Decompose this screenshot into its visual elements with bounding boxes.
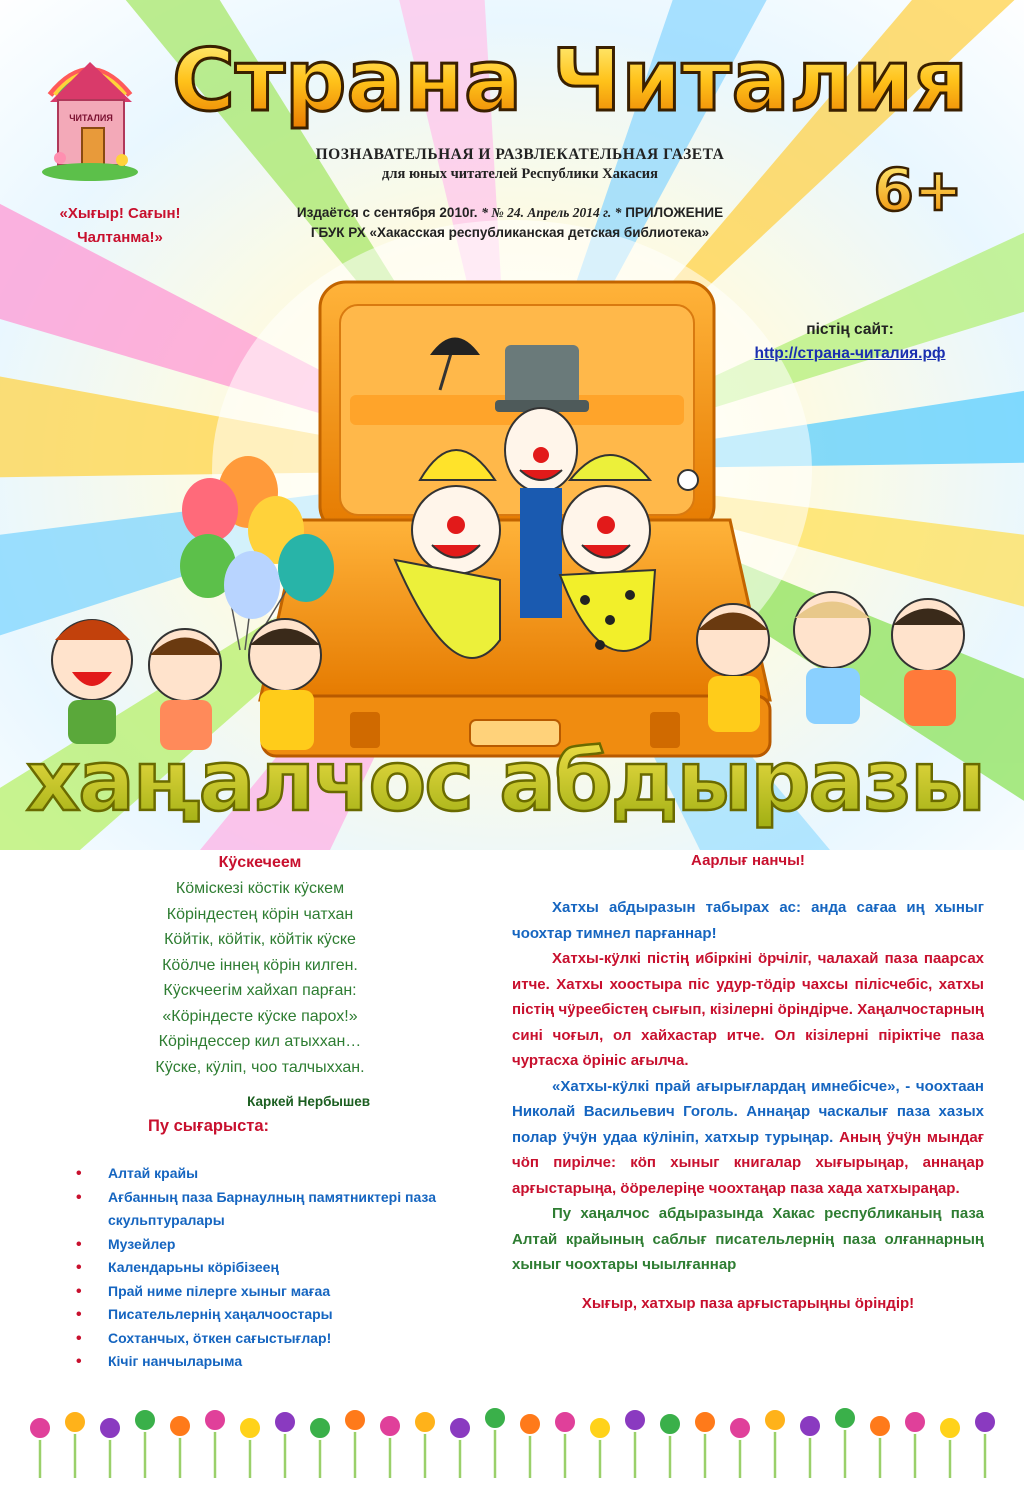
- article-paragraph-2: Хатхы-кӱлкі пістің ибіркіні ӧрчіліг, чалахай паза паарсах итче. Хатхы хоостыра піс удур-тӧдір чахсы пілісчебіс, хатхы пістің чӱреебістең сығып, кізілерні ӧріндірче. Хаңалчостарның сині чоғыл, ол хайхастар итче. Ол кізілерні піріктіче паза чуртасха ӧрініс ағылча.: [512, 950, 984, 1069]
- issue-prefix: Издаётся с сентября 2010г.: [296, 205, 478, 220]
- subtitle-line-2: для юных читателей Республики Хакасия: [382, 166, 658, 182]
- site-label: пістің сайт:: [806, 321, 894, 338]
- contents-item: • Ағбанның паза Барнаулның памятниктері паза скульптуралары: [76, 1186, 438, 1233]
- poem-line: Кӱскчеегім хайхап парған:: [163, 982, 357, 999]
- masthead-subtitle: [240, 146, 800, 183]
- logo-sign: ЧИТАЛИЯ: [69, 113, 113, 123]
- site-link[interactable]: http://страна-читалия.рф: [754, 345, 946, 362]
- contents-list: [76, 1162, 500, 1374]
- poem: [40, 876, 480, 1080]
- poem-line: Кӧӧлче іннең кӧрін килген.: [162, 956, 358, 974]
- article-paragraph-3b: Аның ӱчӱн мындағ чӧп пирілче: кӧп хыныг книгалар хығырыңар, аннаңар арғыстарыңа, ӧӧрелеріңе чоохтаңар паза хада хатхыраңар.: [512, 1128, 984, 1197]
- subtitle-line-1: ПОЗНАВАТЕЛЬНАЯ И РАЗВЛЕКАТЕЛЬНАЯ ГАЗЕТА: [315, 146, 725, 163]
- website-block: [720, 318, 980, 366]
- article-paragraph-3a: «Хатхы-кӱлкі прай ағырығлардаң имнебісче», - чоохтаан Николай Васильевич Гоголь. Аннаңар часкалығ паза хазых полар ӱчӱн удаа кӱлініп, хатхыр турыңар.: [512, 1077, 984, 1146]
- poem-line: Кӱске, кӱліп, чоо талчыххан.: [155, 1058, 365, 1076]
- poem-title: Кӱскечеем: [218, 854, 302, 871]
- closing-line: Хығыр, хатхыр паза арғыстарыңны ӧріндір!: [581, 1294, 915, 1312]
- contents-item: • Календарьны кӧрібізеең: [76, 1256, 438, 1280]
- article-paragraph-3: [512, 1074, 984, 1202]
- contents-item: • Музейлер: [76, 1233, 438, 1257]
- poem-line: «Кӧріндесте кӱске парох!»: [162, 1007, 358, 1025]
- issue-number: * № 24. Апрель 2014 г. *: [481, 205, 622, 220]
- contents-item: • Кічіг нанчыларыма: [76, 1350, 438, 1374]
- contents-item: • Сохтанчых, ӧткен сағыстығлар!: [76, 1327, 438, 1351]
- motto-line-2: Чалтанма!»: [77, 229, 163, 246]
- article-paragraph-1: Хатхы абдыразын табырах ас: анда сағаа иң хыныг чоохтар тимнел парғаннар!: [512, 899, 984, 942]
- contents-item: • Прай ниме пілерге хыныг мағаа: [76, 1280, 438, 1304]
- issue-info: [230, 203, 790, 243]
- children-left-illustration: [52, 619, 321, 750]
- contents-item: • Алтай крайы: [76, 1162, 438, 1186]
- contents-item: • Писательлернің хаңалчоостары: [76, 1303, 438, 1327]
- contents-title: Пу сығарыста:: [148, 1117, 270, 1135]
- publisher: ГБУК РХ «Хакасская республиканская детская библиотека»: [310, 225, 710, 240]
- masthead-title: [170, 22, 970, 132]
- poem-line: Кӧйтік, кӧйтік, кӧйтік кӱске: [164, 931, 356, 948]
- right-column: [512, 852, 984, 1312]
- issue-suffix: ПРИЛОЖЕНИЕ: [625, 205, 724, 220]
- poem-line: Кӧміскезі кӧстік кӱскем: [175, 880, 345, 897]
- masthead-title-text: Страна Читалия: [171, 31, 969, 131]
- age-rating: 6+: [873, 156, 963, 224]
- poem-line: Кӧріндестең кӧрін чатхан: [166, 905, 354, 923]
- poem-line: Кӧріндессер кил атыххан…: [158, 1033, 362, 1050]
- age-rating-badge: [858, 148, 978, 228]
- left-column: [40, 854, 500, 1374]
- cover-headline: хаңалчос абдыразы: [25, 732, 985, 830]
- greeting: Аарлығ нанчы!: [691, 852, 805, 869]
- motto: [30, 202, 210, 250]
- poem-author: Каркей Нербышев: [247, 1094, 370, 1109]
- children-right-illustration: [697, 592, 964, 732]
- article-paragraph-4: Пу хаңалчос абдыразында Хакас республиканың паза Алтай крайының саблығ писательлернің паза олғаннарның хыныг чоохтары чыылғаннар: [512, 1205, 984, 1273]
- motto-line-1: «Хығыр! Сағын!: [59, 205, 181, 222]
- lollipop-border-decoration: [0, 1402, 1024, 1482]
